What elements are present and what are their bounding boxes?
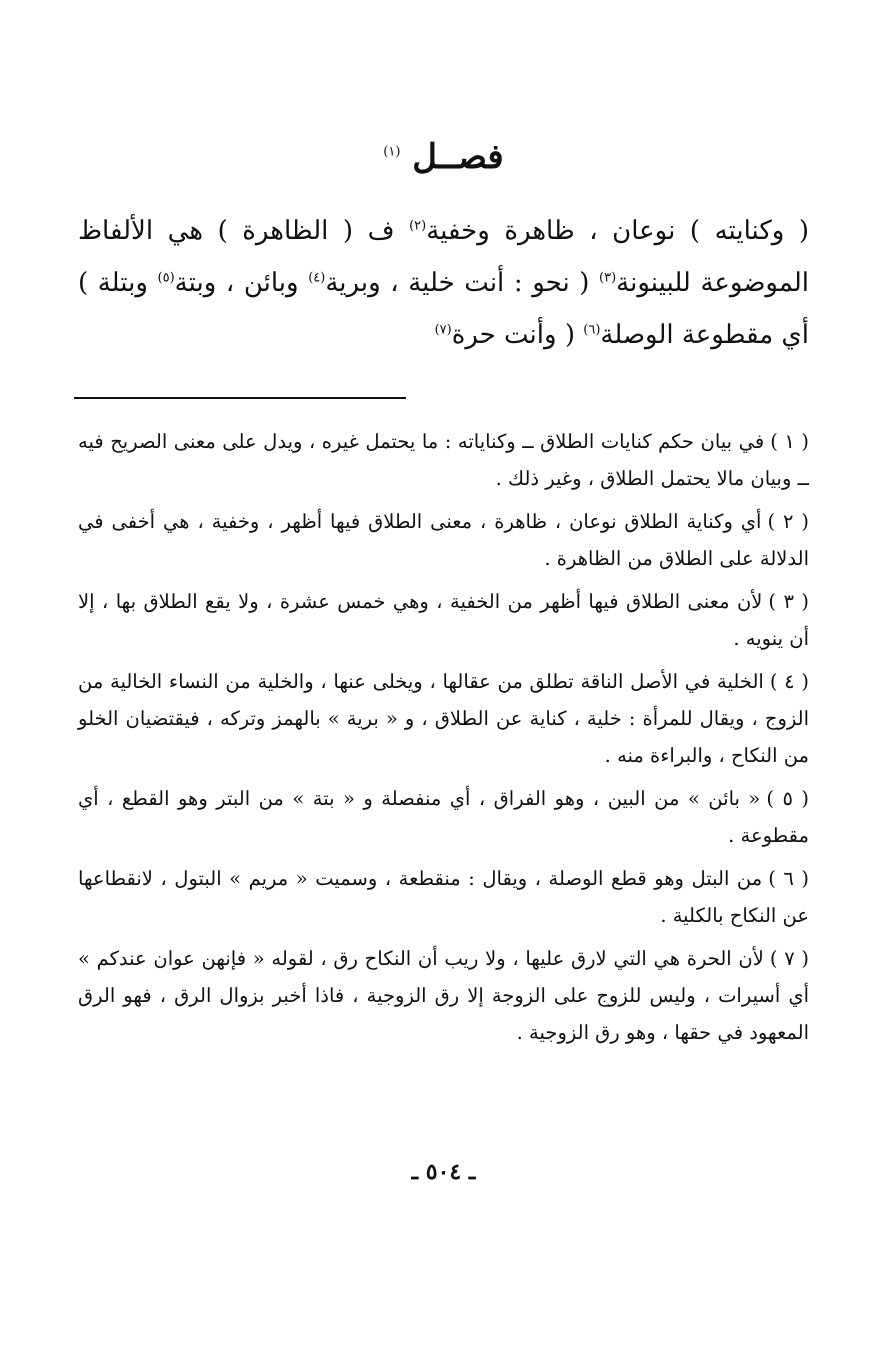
footnote bbox=[78, 860, 809, 934]
footnote-text: « بائن » من البين ، وهو الفراق ، أي منفصلة و « بتة » من البتر وهو القطع ، أي مقطوعة . bbox=[78, 787, 809, 847]
footnote-ref: (٦) bbox=[583, 322, 601, 338]
footnote-number: ( ٦ ) bbox=[768, 867, 809, 890]
footnote bbox=[78, 423, 809, 497]
page-number: ـ ٥٠٤ ـ bbox=[411, 1159, 476, 1185]
section-heading bbox=[78, 132, 809, 182]
main-text-segment: ( وكنايته ) نوعان ، ظاهرة وخفية bbox=[426, 216, 809, 246]
footnote-number: ( ٥ ) bbox=[766, 787, 810, 810]
main-text-segment: ف ( الظاهرة ) هي الألفاظ الموضوعة للبينونة bbox=[78, 216, 810, 298]
footnote bbox=[78, 940, 809, 1051]
footnote-number: ( ٤ ) bbox=[769, 670, 810, 693]
footnote-ref: (٤) bbox=[308, 270, 326, 286]
footnote-number: ( ١ ) bbox=[770, 430, 810, 453]
footnote-number: ( ٢ ) bbox=[767, 510, 810, 533]
footnote-ref: (٢) bbox=[409, 218, 427, 234]
footnote-ref: (٥) bbox=[157, 270, 175, 286]
footnote-separator bbox=[74, 397, 406, 399]
footnotes-block bbox=[78, 423, 809, 1057]
footnote-text: من البتل وهو قطع الوصلة ، ويقال : منقطعة ، وسميت « مريم » البتول ، لانقطاعها عن النكاح بالكلية . bbox=[78, 867, 809, 927]
footnote-ref: (٧) bbox=[434, 322, 452, 338]
main-text-segment: وبتلة ) أي مقطوعة الوصلة bbox=[78, 268, 809, 350]
footnote-number: ( ٣ ) bbox=[768, 590, 809, 613]
footnote-text: في بيان حكم كنايات الطلاق ــ وكناياته : ما يحتمل غيره ، ويدل على معنى الصريح فيه ــ وبيان مالا يحتمل الطلاق ، وغير ذلك . bbox=[78, 430, 809, 490]
footnote-text: لأن معنى الطلاق فيها أظهر من الخفية ، وهي خمس عشرة ، ولا يقع الطلاق بها ، إلا أن ينويه . bbox=[78, 590, 809, 650]
book-page bbox=[78, 0, 809, 1355]
main-paragraph bbox=[78, 205, 809, 361]
footnote-ref: (٣) bbox=[599, 270, 617, 286]
footnote bbox=[78, 780, 809, 854]
main-text-segment: ( نحو : أنت خلية ، وبرية bbox=[325, 268, 600, 298]
heading-footnote-ref: (١) bbox=[383, 144, 401, 160]
footnote bbox=[78, 503, 809, 577]
footnote-text: الخلية في الأصل الناقة تطلق من عقالها ، ويخلى عنها ، والخلية من النساء الخالية من الزوج ، ويقال للمرأة : خلية ، كناية عن الطلاق ، و « برية » بالهمز وتركه ، فيقتضيان الخلو من النكاح ، والبراءة منه . bbox=[78, 670, 809, 767]
footnote-text: لأن الحرة هي التي لارق عليها ، ولا ريب أن النكاح رق ، لقوله « فإنهن عوان عندكم » أي أسيرات ، وليس للزوج على الزوجة إلا رق الزوجية ، فاذا أخبر بزوال الرق ، فهو الرق المعهود في حقها ، وهو رق الزوجية . bbox=[78, 947, 809, 1044]
footnote bbox=[78, 583, 809, 657]
section-heading-text: فصــل bbox=[412, 137, 504, 177]
main-text-segment: ( وأنت حرة bbox=[451, 320, 584, 350]
footnote-text: أي وكناية الطلاق نوعان ، ظاهرة ، معنى الطلاق فيها أظهر ، وخفية ، هي أخفى في الدلالة على الطلاق من الظاهرة . bbox=[78, 510, 809, 570]
footnote bbox=[78, 663, 809, 774]
footnote-number: ( ٧ ) bbox=[769, 947, 809, 970]
main-text-segment: وبائن ، وبتة bbox=[174, 268, 309, 298]
main-text-block bbox=[78, 205, 809, 361]
